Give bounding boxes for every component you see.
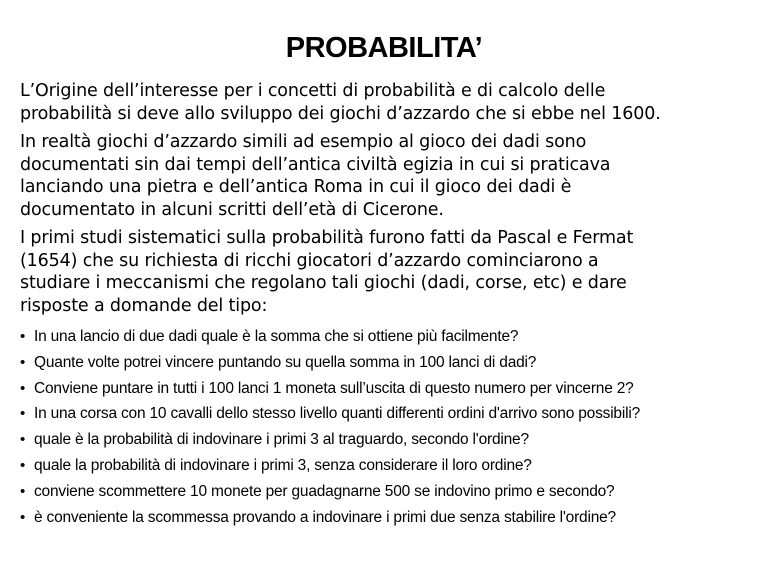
paragraph-line: documentato in alcuni scritti dell’età di Cicerone. xyxy=(20,199,444,220)
paragraph-line: (1654) che su richiesta di ricchi giocatori d’azzardo cominciarono a xyxy=(20,250,599,271)
list-item xyxy=(20,427,640,453)
bullet-icon: • xyxy=(20,508,26,526)
list-item-text: Conviene puntare in tutti i 100 lanci 1 moneta sull’uscita di questo numero per vincerne 2? xyxy=(34,379,634,397)
paragraph-line: studiare i meccanismi che regolano tali giochi (dadi, corse, etc) e dare xyxy=(20,273,627,293)
paragraph-line: lanciando una pietra e dell’antica Roma in cui il gioco dei dadi è xyxy=(20,177,572,197)
paragraph-line: probabilità si deve allo sviluppo dei giochi d’azzardo che si ebbe nel 1600. xyxy=(20,103,661,124)
list-item xyxy=(20,453,640,479)
bullet-icon: • xyxy=(20,328,26,345)
list-item xyxy=(20,376,640,402)
paragraph-line: In realtà giochi d’azzardo simili ad esempio al gioco dei dadi sono xyxy=(20,132,587,152)
list-item xyxy=(20,505,640,531)
question-list xyxy=(20,324,640,530)
bullet-icon: • xyxy=(20,353,26,371)
bullet-icon: • xyxy=(20,456,26,474)
paragraph-origin xyxy=(20,80,760,125)
list-item xyxy=(20,324,640,350)
paragraph-line: risposte a domande del tipo: xyxy=(20,295,268,316)
list-item xyxy=(20,350,640,376)
bullet-icon: • xyxy=(20,379,26,397)
bullet-icon: • xyxy=(20,431,26,449)
bullet-icon: • xyxy=(20,482,26,500)
paragraph-line: L’Origine dell’interesse per i concetti di probabilità e di calcolo delle xyxy=(20,81,606,101)
list-item-text: quale è la probabilità di indovinare i primi 3 al traguardo, secondo l'ordine? xyxy=(34,431,529,449)
list-item xyxy=(20,479,640,505)
list-item-text: Quante volte potrei vincere puntando su quella somma in 100 lanci di dadi? xyxy=(34,353,537,371)
paragraph-pascal-fermat xyxy=(20,227,760,317)
paragraph-line: I primi studi sistematici sulla probabilità furono fatti da Pascal e Fermat xyxy=(20,228,634,248)
bullet-icon: • xyxy=(20,405,26,423)
list-item-text: è conveniente la scommessa provando a indovinare i primi due senza stabilire l'ordine? xyxy=(34,508,616,526)
list-item-text: In una lancio di due dadi quale è la somma che si ottiene più facilmente? xyxy=(34,328,519,345)
list-item-text: quale la probabilità di indovinare i primi 3, senza considerare il loro ordine? xyxy=(34,456,532,474)
list-item xyxy=(20,401,640,427)
paragraph-line: documentati sin dai tempi dell’antica civiltà egizia in cui si praticava xyxy=(20,154,611,175)
list-item-text: In una corsa con 10 cavalli dello stesso livello quanti differenti ordini d'arrivo sono possibili? xyxy=(34,405,641,423)
paragraph-history xyxy=(20,131,760,221)
list-item-text: conviene scommettere 10 monete per guadagnarne 500 se indovino primo e secondo? xyxy=(34,482,615,500)
slide-title: PROBABILITA’ xyxy=(285,32,483,64)
